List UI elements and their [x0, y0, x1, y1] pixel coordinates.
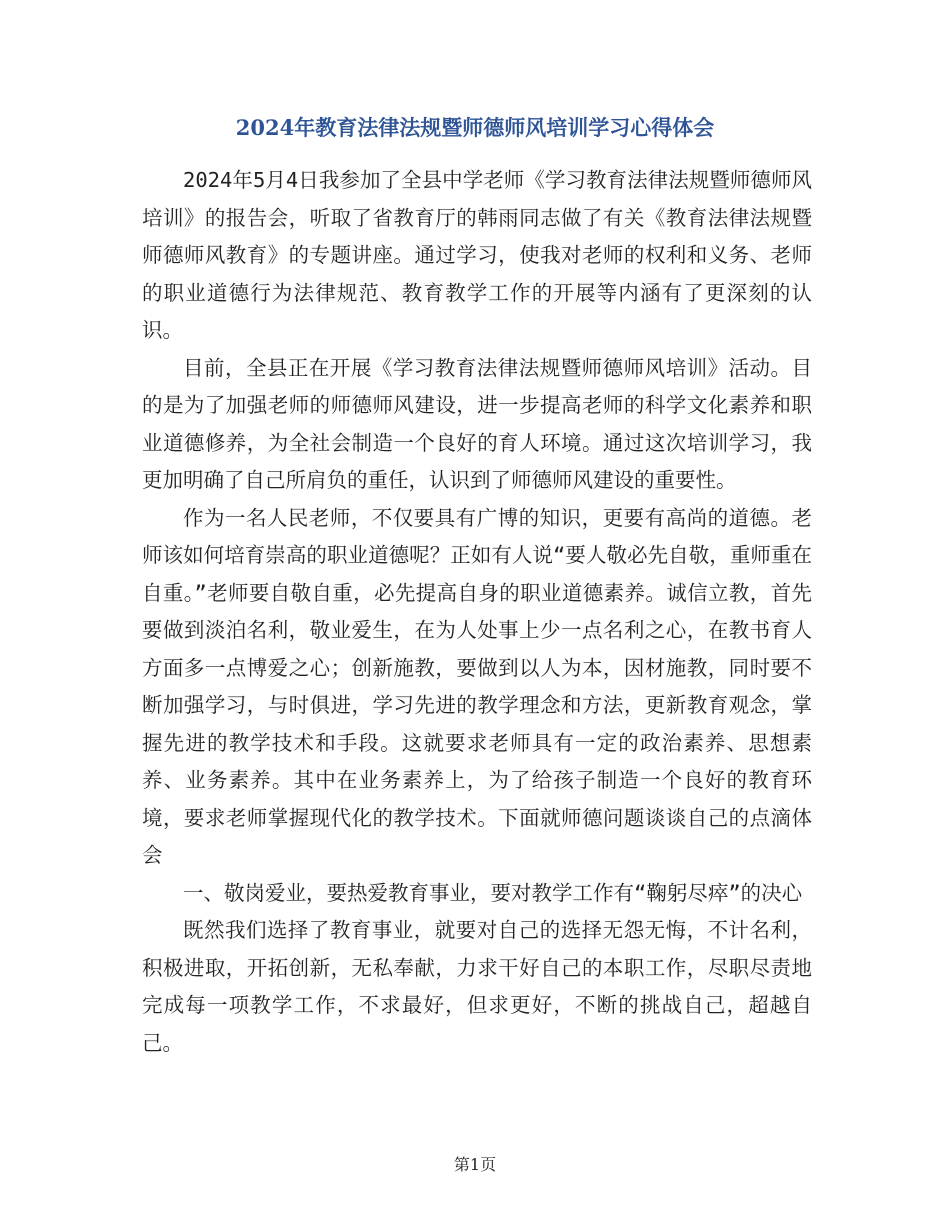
paragraph-4: 既然我们选择了教育事业，就要对自己的选择无怨无悔，不计名利，积极进取，开拓创新，无私奉献，力求干好自己的本职工作，尽职尽责地完成每一项教学工作，不求最好，但求更好，不断的挑战自己，超越自己。 [142, 918, 812, 1055]
page-number: 第1页 [453, 1155, 497, 1174]
document-title: 2024年教育法律法规暨师德师风培训学习心得体会 [235, 115, 715, 140]
paragraph-1: 2024年5月4日我参加了全县中学老师《学习教育法律法规暨师德师风培训》的报告会，听取了省教育厅的韩雨同志做了有关《教育法律法规暨师德师风教育》的专题讲座。通过学习，使我对老师的权利和义务、老师的职业道德行为法律规范、教育教学工作的开展等内涵有了更深刻的认识。 [142, 168, 812, 342]
paragraph-3: 作为一名人民老师，不仅要具有广博的知识，更要有高尚的道德。老师该如何培育崇高的职业道德呢？正如有人说“要人敬必先自敬，重师重在自重。”老师要自敬自重，必先提高自身的职业道德素养。诚信立教，首先要做到淡泊名利，敬业爱生，在为人处事上少一点名利之心，在教书育人方面多一点博爱之心；创新施教，要做到以人为本，因材施教，同时要不断加强学习，与时俱进，学习先进的教学理念和方法，更新教育观念，掌握先进的教学技术和手段。这就要求老师具有一定的政治素养、思想素养、业务素养。其中在业务素养上，为了给孩子制造一个良好的教育环境，要求老师掌握现代化的教学技术。下面就师德问题谈谈自己的点滴体会 [142, 505, 812, 867]
document-body [142, 162, 812, 1062]
paragraph-2: 目前，全县正在开展《学习教育法律法规暨师德师风培训》活动。目的是为了加强老师的师德师风建设，进一步提高老师的科学文化素养和职业道德修养，为全社会制造一个良好的育人环境。通过这次培训学习，我更加明确了自己所肩负的重任，认识到了师德师风建设的重要性。 [142, 355, 812, 492]
section-heading-1: 一、敬岗爱业，要热爱教育事业，要对教学工作有“鞠躬尽瘁”的决心 [183, 880, 803, 905]
